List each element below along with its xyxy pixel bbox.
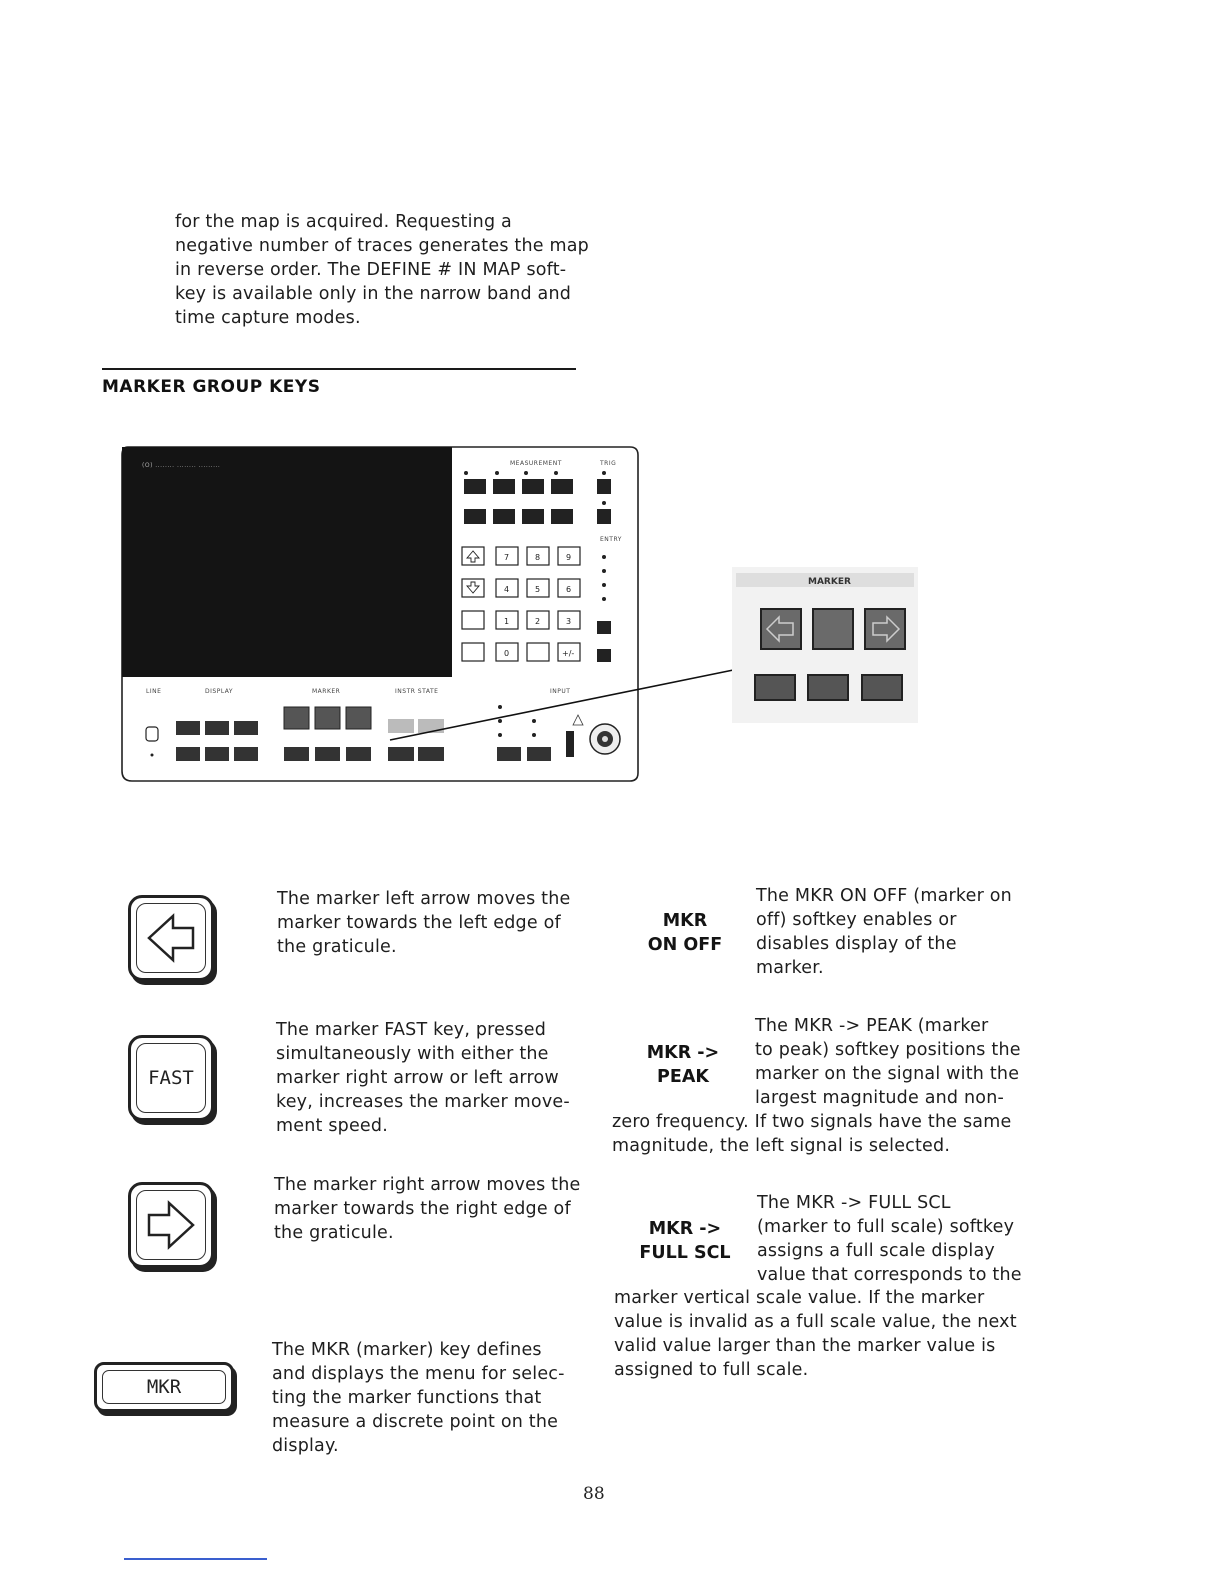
svg-text:4: 4 [504,585,510,594]
softkey-mkr-peak-description-continued: zero frequency. If two signals have the same magnitude, the left signal is selected. [612,1112,1012,1156]
fast-key-label: FAST [148,1067,194,1089]
svg-text:0: 0 [504,649,510,658]
left-arrow-description: The marker left arrow moves the marker towards the left edge of the graticule. [277,889,571,957]
softkey-mkr-full-scl-description-continued: marker vertical scale value. If the marker value is invalid as a full scale value, the next valid value larger than the marker value is assigned to full scale. [614,1288,1017,1380]
right-arrow-description: The marker right arrow moves the marker towards the right edge of the graticule. [274,1175,581,1243]
svg-text:9: 9 [566,553,572,562]
input-label: INPUT [550,688,571,695]
instr-state-label: INSTR STATE [395,688,439,695]
svg-text:5: 5 [535,585,541,594]
softkey-mkr-peak: MKR -> PEAK [646,1043,720,1087]
softkey-mkr-full-scl-description: The MKR -> FULL SCL (marker to full scale) softkey assigns a full scale display value that corresponds to the [757,1193,1022,1285]
display-label: DISPLAY [205,688,234,695]
mkr-key-description: The MKR (marker) key defines and displays the menu for selec- ting the marker functions that measure a discrete point on the display. [272,1340,565,1456]
measurement-label: MEASUREMENT [510,460,562,467]
softkey-mkr-on-off-description: The MKR ON OFF (marker on off) softkey enables or disables display of the marker. [756,886,1012,978]
svg-text:6: 6 [566,585,572,594]
marker-zoom-inset [732,567,918,723]
trig-label: TRIG [600,460,617,467]
marker-right-arrow-key[interactable] [128,1182,214,1268]
footer-line [124,1558,267,1560]
svg-text:2: 2 [535,617,541,626]
softkey-mkr-full-scl: MKR -> FULL SCL [639,1219,731,1263]
callout-marker-label: MARKER [808,577,851,587]
page-number: 88 [583,1484,605,1504]
left-arrow-icon [141,908,201,968]
marker-label: MARKER [312,688,341,695]
softkey-mkr-on-off: MKR ON OFF [647,911,723,955]
svg-text:(O) ........ ........ ........: (O) ........ ........ ......... [142,462,221,469]
entry-label: ENTRY [600,536,622,543]
marker-fast-key[interactable] [128,1035,214,1121]
mkr-key-label: MKR [146,1376,182,1398]
softkey-mkr-peak-description: The MKR -> PEAK (marker to peak) softkey positions the marker on the signal with the largest magnitude and non- [755,1016,1021,1108]
fast-key-description: The marker FAST key, pressed simultaneously with either the marker right arrow or left arrow key, increases the marker move- ment speed. [276,1020,570,1136]
marker-left-arrow-key[interactable] [128,895,214,981]
line-label: LINE [146,688,162,695]
section-rule [102,368,576,370]
svg-text:8: 8 [535,553,541,562]
intro-paragraph: for the map is acquired. Requesting a negative number of traces generates the map in reverse order. The DEFINE # IN MAP soft- key is available only in the narrow band and time capture modes. [175,212,589,328]
display-screen [122,447,452,677]
section-heading: MARKER GROUP KEYS [102,377,321,397]
svg-text:7: 7 [504,553,510,562]
svg-text:1: 1 [504,617,510,626]
right-arrow-icon [141,1195,201,1255]
front-panel-illustration [100,435,930,795]
svg-text:+/-: +/- [562,649,575,658]
svg-text:3: 3 [566,617,572,626]
mkr-key[interactable] [94,1362,234,1412]
